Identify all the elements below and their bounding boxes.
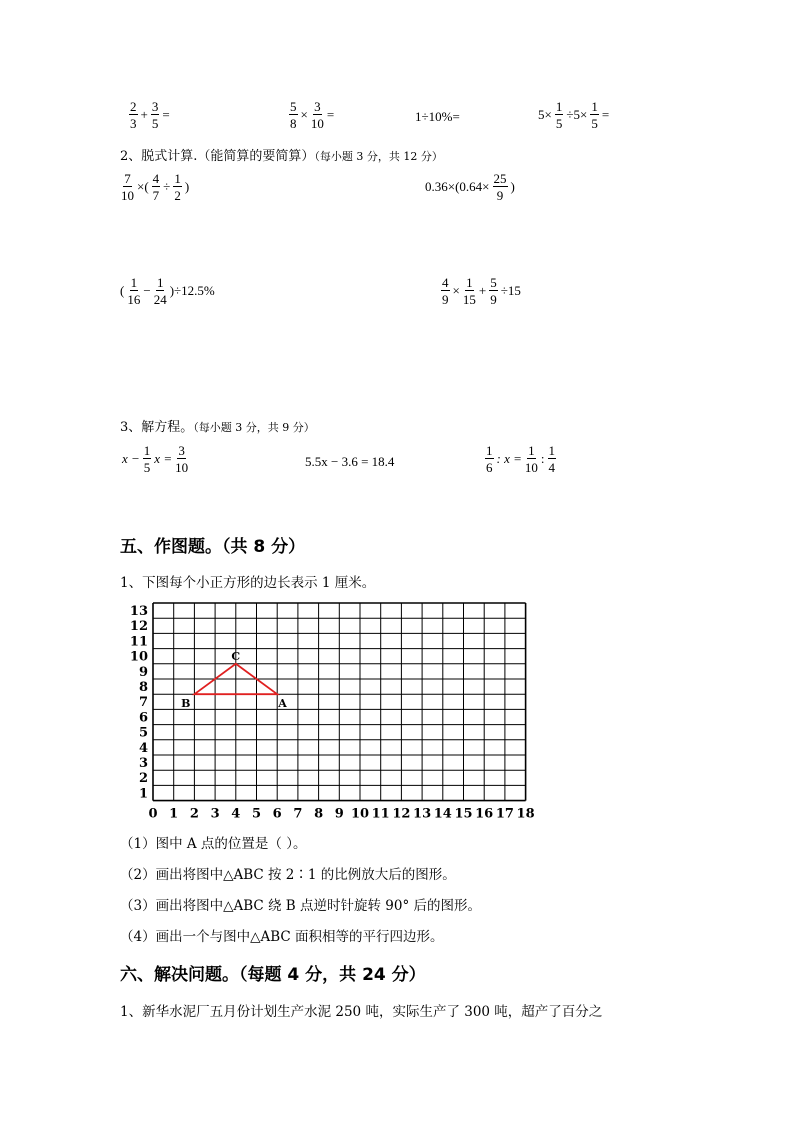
x-tick-label: 8: [314, 806, 324, 822]
equation-3: $\frac{1}{6}$ : x = $\frac{1}{10}$ : $\frac{1}{4}$: [486, 443, 555, 475]
section2-problem-4: $\frac{4}{9}$ × $\frac{1}{15}$ + $\frac{5}{9}$ ÷15: [442, 275, 521, 307]
triangle-abc: [181, 650, 287, 710]
y-tick-label: 11: [129, 634, 148, 650]
x-tick-label: 2: [189, 806, 199, 822]
oral-calc-4: 5× $\frac{1}{5}$ ÷5× $\frac{1}{5}$ =: [538, 99, 610, 131]
coordinate-grid: [115, 594, 545, 822]
x-tick-label: 3: [210, 806, 220, 822]
y-tick-label: 3: [138, 756, 148, 771]
x-tick-label: 14: [433, 806, 452, 822]
x-tick-label: 7: [293, 806, 303, 822]
x-tick-label: 16: [475, 806, 494, 822]
y-tick-label: 4: [138, 740, 148, 756]
x-tick-label: 5: [251, 806, 262, 822]
y-tick-label: 5: [138, 725, 148, 741]
vertex-label-c: C: [231, 649, 241, 663]
vertex-label-a: A: [278, 697, 287, 711]
section3-note: （每小题 3 分，共 9 分）: [193, 421, 315, 434]
oral-calc-3: 1÷10%=: [415, 109, 460, 124]
equation-2: 5.5x − 3.6 = 18.4: [305, 454, 395, 469]
y-tick-label: 7: [138, 695, 148, 711]
x-tick-label: 17: [495, 806, 514, 822]
section3-title-line: [120, 416, 315, 435]
section2-title-line: [120, 145, 443, 164]
section2-problem-2: 0.36×(0.64× $\frac{25}{9}$ ): [425, 171, 515, 203]
section2-title: 2、脱式计算.（能简算的要简算）: [120, 149, 315, 164]
section5-sub-3: （3）画出将图中△ABC 绕 B 点逆时针旋转 90° 后的图形。: [120, 898, 482, 914]
x-tick-label: 0: [148, 806, 158, 822]
x-tick-label: 9: [334, 806, 344, 822]
section5-sub-4: （4）画出一个与图中△ABC 面积相等的平行四边形。: [120, 929, 444, 945]
section6-question-1: 1、新华水泥厂五月份计划生产水泥 250 吨，实际生产了 300 吨，超产了百分之: [120, 1004, 603, 1020]
section5-heading: 五、作图题。（共 8 分）: [120, 537, 306, 557]
x-tick-label: 11: [371, 806, 390, 822]
section5-sub-2: （2）画出将图中△ABC 按 2∶1 的比例放大后的图形。: [120, 867, 456, 883]
y-tick-label: 8: [138, 680, 148, 695]
x-axis-labels: [148, 807, 534, 822]
x-tick-label: 1: [169, 806, 179, 822]
y-tick-label: 10: [129, 649, 148, 665]
section3-title: 3、解方程。: [120, 420, 194, 435]
x-tick-label: 13: [413, 806, 432, 822]
y-tick-label: 9: [138, 664, 148, 680]
section2-note: （每小题 3 分，共 12 分）: [314, 150, 443, 163]
equation-1: x − $\frac{1}{5}$ x = $\frac{3}{10}$: [122, 443, 189, 475]
x-tick-label: 4: [231, 806, 241, 822]
section5-sub-1: （1）图中 A 点的位置是（ ）。: [120, 836, 307, 852]
y-tick-label: 6: [138, 710, 148, 726]
x-tick-label: 18: [516, 806, 535, 822]
x-tick-label: 10: [350, 806, 370, 822]
x-tick-label: 6: [272, 806, 282, 822]
section5-question-1: 1、下图每个小正方形的边长表示 1 厘米。: [120, 575, 376, 591]
vertex-label-b: B: [181, 697, 191, 711]
y-tick-label: 2: [138, 771, 148, 787]
y-tick-label: 13: [129, 604, 148, 619]
grid-lines: [153, 603, 526, 801]
y-tick-label: 1: [138, 786, 148, 802]
oral-calc-1: $\frac{2}{3}$ + $\frac{3}{5}$ =: [130, 99, 170, 131]
x-tick-label: 12: [392, 806, 411, 822]
section2-problem-3: ( $\frac{1}{16}$ − $\frac{1}{24}$ )÷12.5%: [120, 275, 215, 307]
oral-calc-2: $\frac{5}{8}$ × $\frac{3}{10}$ =: [290, 99, 335, 131]
section6-heading: 六、解决问题。（每题 4 分，共 24 分）: [120, 965, 426, 985]
y-axis-labels: [130, 604, 148, 801]
section2-problem-1: $\frac{7}{10}$ ×( $\frac{4}{7}$ ÷ $\frac{1}{2}$ ): [121, 171, 190, 203]
x-tick-label: 15: [454, 806, 473, 822]
y-tick-label: 12: [129, 619, 148, 635]
